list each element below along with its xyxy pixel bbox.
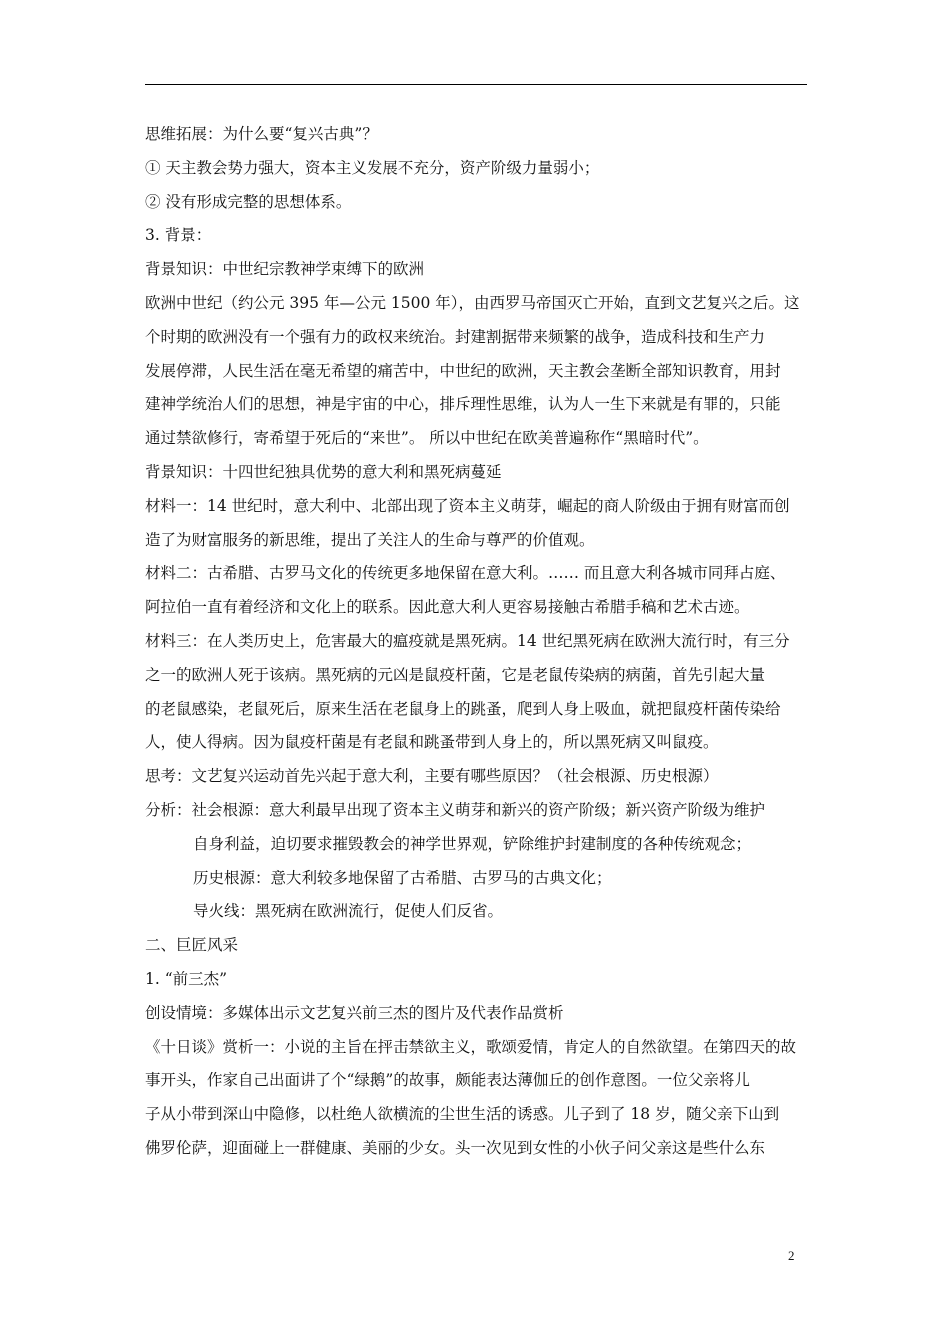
text-line: 材料三：在人类历史上，危害最大的瘟疫就是黑死病。14 世纪黑死病在欧洲大流行时，有三分 <box>145 631 790 650</box>
text-line: 人，使人得病。因为鼠疫杆菌是有老鼠和跳蚤带到人身上的，所以黑死病又叫鼠疫。 <box>145 733 719 752</box>
section-heading: 3. 背景： <box>145 226 212 245</box>
subsection-heading: 1. “前三杰” <box>145 969 228 988</box>
document-body <box>145 118 809 1166</box>
text-line: 造了为财富服务的新思维，提出了关注人的生命与尊严的价值观。 <box>145 530 595 549</box>
text-line-indented: 历史根源：意大利较多地保留了古希腊、古罗马的古典文化； <box>193 868 612 887</box>
text-line: 事开头，作家自己出面讲了个“绿鹅”的故事，颇能表达薄伽丘的创作意图。一位父亲将儿 <box>145 1071 750 1090</box>
text-line-indented: 导火线：黑死病在欧洲流行，促使人们反省。 <box>193 902 504 921</box>
text-line: 阿拉伯一直有着经济和文化上的联系。因此意大利人更容易接触古希腊手稿和艺术古迹。 <box>145 598 750 617</box>
text-line: ① 天主教会势力强大，资本主义发展不充分，资产阶级力量弱小； <box>145 158 600 177</box>
text-line: 通过禁欲修行，寄希望于死后的“来世”。 所以中世纪在欧美普遍称作“黑暗时代”。 <box>145 429 709 448</box>
text-line: 个时期的欧洲没有一个强有力的政权来统治。封建割据带来频繁的战争，造成科技和生产力 <box>145 327 766 346</box>
page-number: 2 <box>788 1248 795 1263</box>
text-line: 建神学统治人们的思想，神是宇宙的中心，排斥理性思维，认为人一生下来就是有罪的，只能 <box>145 395 781 414</box>
text-line: 《十日谈》赏析一：小说的主旨在抨击禁欲主义，歌颂爱情，肯定人的自然欲望。在第四天的故 <box>145 1037 797 1056</box>
text-line: 的老鼠感染，老鼠死后，原来生活在老鼠身上的跳蚤，爬到人身上吸血，就把鼠疫杆菌传染给 <box>145 699 781 718</box>
text-line: 材料二：古希腊、古罗马文化的传统更多地保留在意大利。…… 而且意大利各城市同拜占庭、 <box>145 564 786 583</box>
text-line: 思考：文艺复兴运动首先兴起于意大利，主要有哪些原因？（社会根源、历史根源） <box>145 767 719 786</box>
text-line: 背景知识：中世纪宗教神学束缚下的欧洲 <box>145 260 425 279</box>
text-line: 之一的欧洲人死于该病。黑死病的元凶是鼠疫杆菌，它是老鼠传染病的病菌，首先引起大量 <box>145 665 766 684</box>
text-line: 背景知识：十四世纪独具优势的意大利和黑死病蔓延 <box>145 462 502 481</box>
text-line: 材料一：14 世纪时，意大利中、北部出现了资本主义萌芽，崛起的商人阶级由于拥有财富而创 <box>145 496 790 515</box>
text-line: 创设情境：多媒体出示文艺复兴前三杰的图片及代表作品赏析 <box>145 1003 564 1022</box>
text-line-indented: 自身利益，迫切要求摧毁教会的神学世界观，铲除维护封建制度的各种传统观念； <box>193 834 752 853</box>
text-line: 分析：社会根源：意大利最早出现了资本主义萌芽和新兴的资产阶级；新兴资产阶级为维护 <box>145 800 766 819</box>
text-line: ② 没有形成完整的思想体系。 <box>145 192 352 211</box>
text-line: 子从小带到深山中隐修，以杜绝人欲横流的尘世生活的诱惑。儿子到了 18 岁，随父亲下山到 <box>145 1105 780 1124</box>
section-heading: 二、巨匠风采 <box>145 936 239 955</box>
text-line: 发展停滞，人民生活在毫无希望的痛苦中，中世纪的欧洲，天主教会垄断全部知识教育，用封 <box>145 361 781 380</box>
text-line: 佛罗伦萨，迎面碰上一群健康、美丽的少女。头一次见到女性的小伙子问父亲这是些什么东 <box>145 1138 766 1157</box>
text-line: 欧洲中世纪（约公元 395 年—公元 1500 年），由西罗马帝国灭亡开始，直到文艺复兴之后。这 <box>145 293 800 312</box>
header-rule <box>145 84 807 85</box>
text-line: 思维拓展：为什么要“复兴古典”？ <box>145 125 378 143</box>
